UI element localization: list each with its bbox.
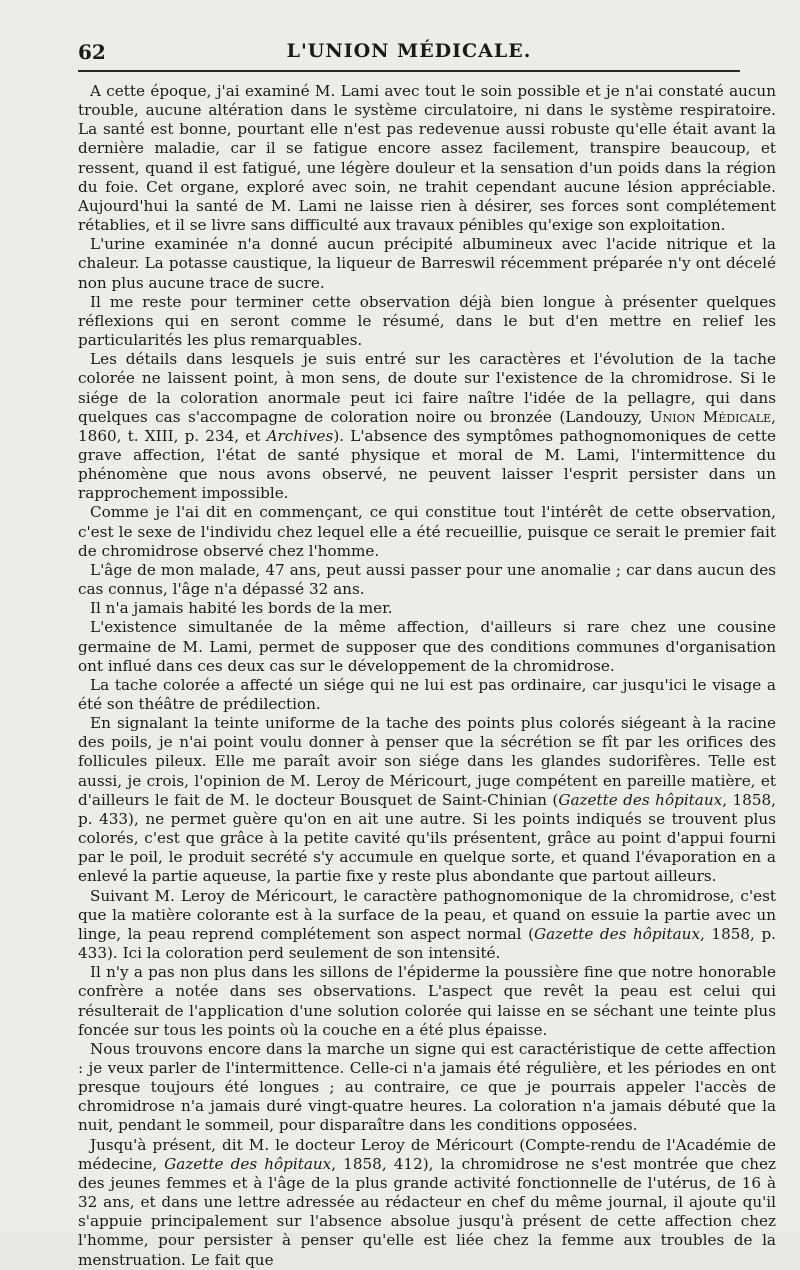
paragraph-6: L'âge de mon malade, 47 ans, peut aussi passer pour une anomalie ; car dans aucun des cas connus, l'âge n'a dépassé 32 ans.	[78, 560, 776, 599]
paragraph-8: L'existence simultanée de la même affection, d'ailleurs si rare chez une cousine germaine de M. Lami, permet de supposer que des conditions communes d'organisation ont influé dans ces deux cas sur le développement de la chromidrose.	[78, 618, 776, 675]
page-header	[78, 40, 740, 70]
citation-archives: Archives	[266, 426, 334, 445]
paragraph-4-text-c: ). L'absence des symptômes pathognomoniques de cette grave affection, l'état de santé physique et moral de M. Lami, l'intermittence du phénomène que nous avons observé, ne peuvent laisser l'esprit persister dans un rapprochement impossible.	[78, 426, 776, 503]
header-rule	[78, 70, 740, 72]
paragraph-10-text-b: , 1858, p. 433), ne permet guère qu'on en ait une autre. Si les points indiqués se trouvent plus colorés, c'est que grâce à la petite cavité qu'ils présentent, grâce au point d'appui fourni par le poil, le produit secrété s'y accumule en quelque sorte, et quand l'évaporation en a enlevé la partie aqueuse, la partie fixe y reste plus abondante que partout ailleurs.	[78, 790, 776, 886]
paragraph-10	[78, 714, 776, 886]
paragraph-13: Nous trouvons encore dans la marche un signe qui est caractéristique de cette affection : je veux parler de l'intermittence. Celle-ci n'a jamais été régulière, et les périodes en ont presque toujours été longues ; au contraire, ce que je pourrais appeler l'accès de chromidrose n'a jamais duré vingt-quatre heures. La coloration n'a jamais débuté que la nuit, pendant le sommeil, pour disparaître dans les conditions opposées.	[78, 1039, 776, 1135]
paragraph-4-text-b: , 1860, t. XIII, p. 234, et	[78, 407, 776, 445]
paragraph-1: A cette époque, j'ai examiné M. Lami avec tout le soin possible et je n'ai constaté aucun trouble, aucune altération dans le système circulatoire, ni dans le système respiratoire. La santé est bonne, pourtant elle n'est pas redevenue aussi robuste qu'elle était avant la dernière maladie, car il se fatigue encore assez facilement, transpire beaucoup, et ressent, quand il est fatigué, une légère douleur et la sensation d'un poids dans la région du foie. Cet organe, exploré avec soin, ne trahit cependant aucune lésion appréciable. Aujourd'hui la santé de M. Lami ne laisse rien à désirer, ses forces sont complétement rétablies, et il se livre sans difficulté aux travaux pénibles qu'exige son exploitation.	[78, 82, 776, 235]
paragraph-5: Comme je l'ai dit en commençant, ce qui constitue tout l'intérêt de cette observation, c'est le sexe de l'individu chez lequel elle a été recueillie, puisque ce serait le premier fait de chromidrose observé chez l'homme.	[78, 503, 776, 560]
paragraph-4	[78, 350, 776, 503]
paragraph-10-text-a: En signalant la teinte uniforme de la tache des points plus colorés siégeant à la racine des poils, je n'ai point voulu donner à penser que la sécrétion se fît par les orifices des follicules pileux. Elle me paraît avoir son siége dans les glandes sudorifères. Telle est aussi, je crois, l'opinion de M. Leroy de Méricourt, juge compétent en pareille matière, et d'ailleurs le fait de M. le docteur Bousquet de Saint-Chinian (	[78, 714, 776, 809]
running-title: L'UNION MÉDICALE.	[286, 40, 532, 62]
paragraph-14	[78, 1136, 776, 1270]
citation-gazette: Gazette des hôpitaux	[534, 924, 701, 943]
paragraph-11-text-a: Suivant M. Leroy de Méricourt, le caractère pathognomonique de la chromidrose, c'est que la matière colorante est à la surface de la peau, et quand on essuie la partie avec un linge, la peau reprend complétement son aspect normal (	[78, 886, 776, 943]
journal-name: Union Médicale	[649, 407, 772, 426]
paragraph-11	[78, 887, 776, 964]
article-body	[78, 82, 776, 1270]
paragraph-14-text-a: Jusqu'à présent, dit M. le docteur Leroy de Méricourt (Compte-rendu de l'Académie de médecine,	[78, 1135, 776, 1173]
citation-gazette: Gazette des hôpitaux	[558, 790, 723, 809]
paragraph-12: Il n'y a pas non plus dans les sillons de l'épiderme la poussière fine que notre honorable confrère a notée dans ses observations. L'aspect que revêt la peau est celui qui résulterait de l'application d'une solution colorée qui laisse en se séchant une teinte plus foncée sur tous les points où la couche en a été plus épaisse.	[78, 963, 776, 1039]
paragraph-4-text-a: Les détails dans lesquels je suis entré sur les caractères et l'évolution de la tache colorée ne laissent point, à mon sens, de doute sur l'existence de la chromidrose. Si le siége de la coloration anormale peut ici faire naître l'idée de la pellagre, qui dans quelques cas s'accompagne de coloration noire ou bronzée (Landouzy,	[78, 350, 776, 426]
paragraph-7: Il n'a jamais habité les bords de la mer.	[90, 599, 393, 618]
page-number: 62	[78, 40, 106, 64]
paragraph-11-text-b: , 1858, p. 433). Ici la coloration perd seulement de son intensité.	[78, 924, 776, 963]
paragraph-14-text-b: , 1858, 412), la chromidrose ne s'est montrée que chez des jeunes femmes et à l'âge de la plus grande activité fonctionnelle de l'utérus, de 16 à 32 ans, et dans une lettre adressée au rédacteur en chef du même journal, il ajoute qu'il s'appuie principalement sur l'absence absolue jusqu'à présent de cette affection chez l'homme, pour persister à penser qu'elle est liée chez la femme aux troubles de la menstruation. Le fait que	[78, 1154, 776, 1269]
paragraph-2: L'urine examinée n'a donné aucun précipité albumineux avec l'acide nitrique et la chaleur. La potasse caustique, la liqueur de Barreswil récemment préparée n'y ont décelé non plus aucune trace de sucre.	[78, 235, 776, 292]
paragraph-3: Il me reste pour terminer cette observation déjà bien longue à présenter quelques réflexions qui en seront comme le résumé, dans le but d'en mettre en relief les particularités les plus remarquables.	[78, 292, 776, 350]
paragraph-9: La tache colorée a affecté un siége qui ne lui est pas ordinaire, car jusqu'ici le visage a été son théâtre de prédilection.	[78, 675, 776, 713]
citation-gazette: Gazette des hôpitaux	[164, 1154, 332, 1173]
